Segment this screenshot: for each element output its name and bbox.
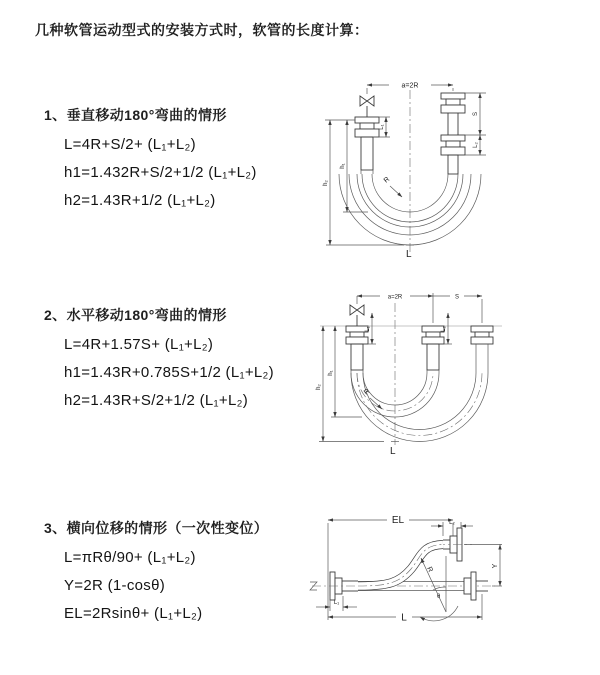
dim-l2 [431, 520, 473, 536]
section-heading: 3、横向位移的情形（一次性变位） [44, 520, 269, 536]
formula-line: h1=1.43R+0.785S+1/2 (L₁+L₂) [64, 364, 274, 381]
formula-line: L=πRθ/90+ (L₁+L₂) [64, 549, 196, 566]
dim-el-label: EL [391, 515, 405, 526]
angle-label: θ [437, 594, 441, 600]
formula-line: h2=1.43R+1/2 (L₁+L₂) [64, 192, 216, 209]
dim-length [390, 442, 399, 458]
formula-line: Y=2R (1-cosθ) [64, 577, 166, 594]
right-leg-fitting [471, 326, 493, 373]
radius-label: R [362, 387, 372, 397]
dim-a2r-label: a=2R [387, 294, 403, 301]
dim-l1-label: L₁ [365, 326, 371, 332]
dim-length-label: L [390, 446, 396, 457]
dim-h1-label: h₁ [328, 370, 334, 376]
dim-l2-label: L₂ [473, 142, 479, 148]
diagram-horizontal-180-bend [312, 283, 584, 458]
dim-l2-label: L₂ [441, 326, 447, 332]
dim-y-label: Y [492, 563, 499, 569]
dim-l1-label: L₁ [333, 600, 340, 606]
dim-l1 [316, 596, 357, 611]
formula-line: EL=2Rsinθ+ (L₁+L₂) [64, 605, 203, 622]
valve-icon [360, 96, 374, 117]
dim-el [328, 515, 453, 538]
diagram-lateral-displacement [300, 498, 595, 648]
diagram-vertical-180-bend [310, 70, 570, 265]
dim-h1-label: h₁ [340, 163, 346, 169]
dim-length-label: L [401, 612, 407, 624]
formula-line: L=4R+1.57S+ (L₁+L₂) [64, 336, 214, 353]
section-lateral-displacement [44, 518, 268, 633]
dim-width [357, 293, 482, 323]
dim-heights [323, 120, 404, 245]
valve-icon [350, 305, 364, 326]
dim-l1-label: L₁ [379, 124, 385, 130]
hose-u-bend-position2 [351, 373, 488, 442]
section-heading: 2、水平移动180°弯曲的情形 [44, 307, 227, 323]
radius-label: R [382, 175, 392, 185]
dim-s-label: S [454, 294, 460, 301]
formula-line: h1=1.432R+S/2+1/2 (L₁+L₂) [64, 164, 257, 181]
dim-s-label: S [473, 111, 479, 117]
right-leg-fitting [441, 93, 465, 174]
dim-l2-label: L₂ [449, 520, 455, 526]
section-heading: 1、垂直移动180°弯曲的情形 [44, 107, 227, 123]
section-vertical-bend [44, 105, 257, 220]
radius-callout [420, 556, 458, 621]
dim-a2r-label: a=2R [401, 82, 419, 90]
hose-s-curve [358, 545, 443, 587]
page-title: 几种软管运动型式的安装方式时，软管的长度计算： [35, 22, 369, 38]
section-horizontal-bend [44, 305, 274, 420]
formula-line: h2=1.43R+S/2+1/2 (L₁+L₂) [64, 392, 249, 409]
dim-h2-label: h₂ [316, 384, 322, 390]
dim-h2-label: h₂ [323, 180, 329, 186]
left-leg-fitting [355, 117, 379, 174]
radius-callout [383, 176, 402, 197]
radius-label: R [425, 565, 434, 574]
dim-s-l2 [465, 93, 486, 155]
dim-length-label: L [406, 249, 412, 260]
formula-line: L=4R+S/2+ (L₁+L₂) [64, 136, 196, 153]
